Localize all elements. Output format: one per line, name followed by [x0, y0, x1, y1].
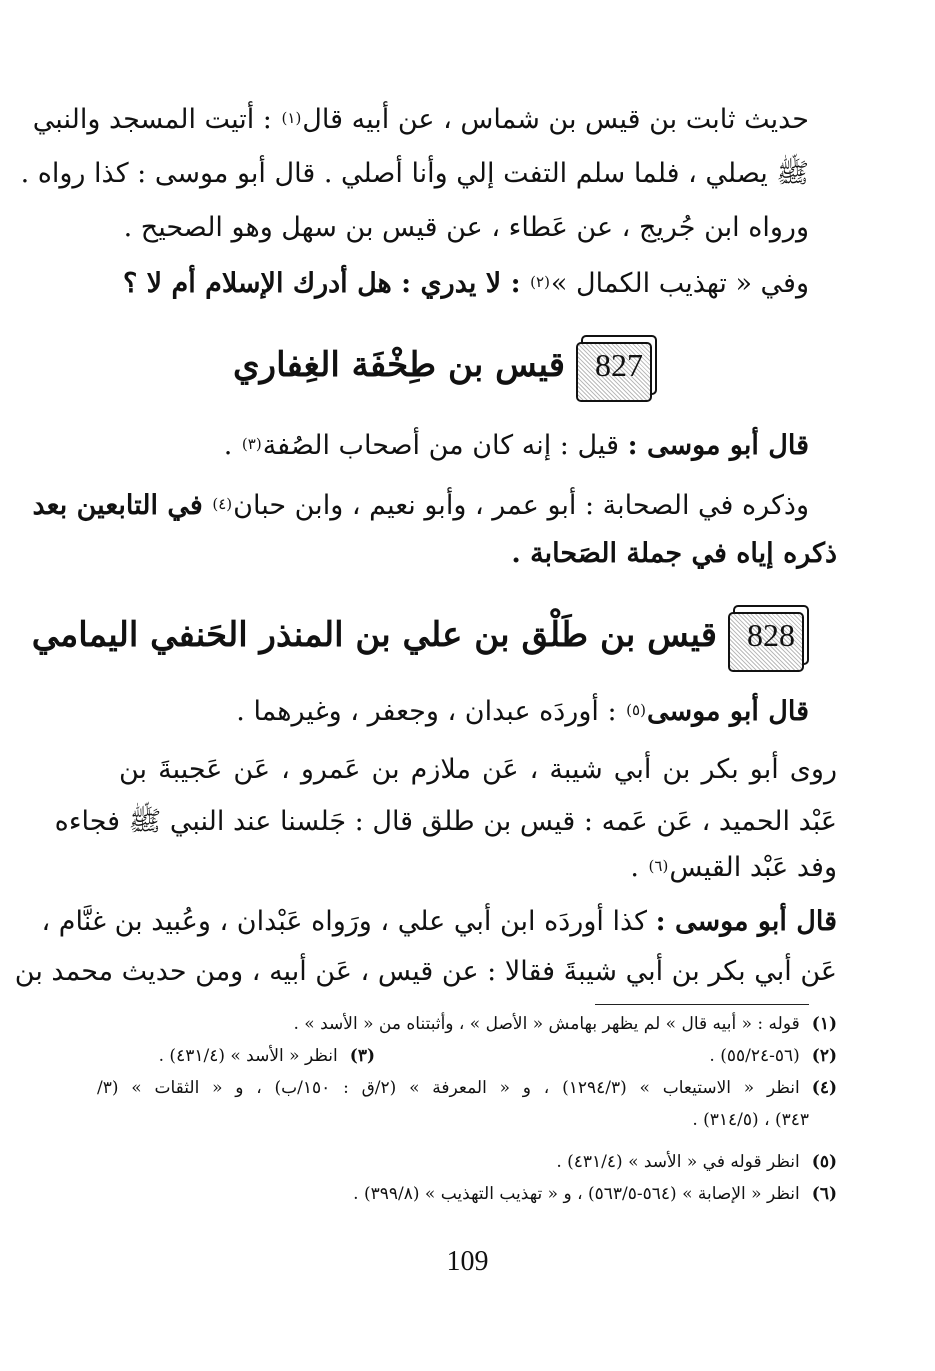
footnote — [159, 1044, 375, 1068]
text-line — [119, 424, 809, 468]
text-line — [147, 532, 837, 576]
footnote-text: انظر « الإصابة » (٥٦٤-٥٦٣/٥) ، و « تهذيب التهذيب » (٣٩٩/٨) . — [353, 1184, 800, 1204]
entry-heading — [32, 600, 809, 670]
footnote — [97, 1182, 837, 1206]
footnote-number: (٤) — [811, 1078, 837, 1098]
footnote — [97, 1150, 837, 1174]
footnote-text: قوله : « أبيه قال » لم يظهر بهامش « الأصل » ، وأثبتناه من « الأسد » . — [293, 1014, 800, 1034]
entry-number-box — [733, 605, 809, 665]
text-span: وفي « تهذيب الكمال » — [550, 268, 809, 299]
footnote — [97, 1012, 837, 1036]
footnote-ref: (٦) — [648, 857, 669, 875]
text-span: حديث ثابت بن قيس بن شماس ، عن أبيه قال — [302, 104, 809, 135]
entry-number: 828 — [747, 616, 795, 653]
page-number: 109 — [446, 1246, 489, 1277]
footnote-number: (١) — [811, 1014, 837, 1034]
footnote-separator — [595, 1004, 809, 1005]
text-line — [32, 98, 809, 142]
text-span: قيل : إنه كان من أصحاب الصُفة — [262, 430, 619, 461]
text-line: ﷺ يصلي ، فلما سلم التفت إلي وأنا أصلي . قال أبو موسى : كذا رواه . — [20, 158, 809, 189]
text-span: : أوردَه عبدان ، وجعفر ، وغيرهما . — [236, 696, 617, 727]
entry-title: قيس بن طَلْق بن علي بن المنذر الحَنفي اليمامي — [31, 615, 717, 655]
text-span: . — [630, 852, 639, 883]
bold-text: في التابعين بعد — [32, 490, 203, 521]
text-span: كذا أوردَه ابن أبي علي ، ورَواه عَبْدان ، وعُبيد بن غنَّام ، — [41, 906, 647, 937]
bold-text: ذكره إياه في جملة الصَحابة . — [511, 538, 837, 569]
bold-text: قال أبو موسى — [646, 696, 809, 727]
text-line — [119, 690, 809, 734]
text-span: . — [223, 430, 233, 461]
footnote-text: انظر قوله في « الأسد » (٤٣١/٤) . — [556, 1152, 800, 1172]
text-line: ورواه ابن جُريج ، عن عَطاء ، عن قيس بن سهل وهو الصحيح . — [123, 212, 809, 243]
text-line: عَن أبي بكر بن أبي شيبةَ فقالا : عن قيس ، عَن أبيه ، ومن حديث محمد بن — [14, 956, 837, 987]
footnote-number: (٥) — [811, 1152, 837, 1172]
bold-text: قال أبو موسى : — [655, 906, 837, 937]
text-line — [119, 262, 809, 306]
text-line — [32, 484, 809, 528]
footnote-ref: (١) — [281, 109, 302, 127]
text-span: وذكره في الصحابة : أبو عمر ، وأبو نعيم ، وابن حبان — [233, 490, 809, 521]
text-span: وفد عَبْد القيس — [669, 852, 837, 883]
entry-title: قيس بن طِخْفَة الغِفاري — [233, 345, 565, 385]
footnote-ref: (٢) — [530, 273, 550, 291]
footnote-text: (٥٦-٥٥/٢٤) . — [709, 1046, 800, 1066]
footnote — [97, 1076, 837, 1100]
footnote-text: انظر « الاستيعاب » (١٢٩٤/٣) ، و « المعرفة » (٢/ق : ١٥٠/ب) ، و « الثقات » (٣/ — [97, 1078, 800, 1098]
entry-number: 827 — [595, 346, 643, 383]
footnote-ref: (٥) — [626, 701, 646, 719]
text-line: عَبْد الحميد ، عَن عَمه : قيس بن طلق قال : جَلسنا عند النبي ﷺ فجاءه — [54, 806, 837, 837]
footnote-number: (٦) — [811, 1184, 837, 1204]
text-line — [147, 846, 837, 890]
entry-heading — [233, 330, 657, 400]
footnote-number: (٢) — [811, 1046, 837, 1066]
bold-text: : لا يدري : هل أدرك الإسلام أم لا ؟ — [122, 268, 521, 299]
text-line: روى أبو بكر بن أبي شيبة ، عَن ملازم بن عَمرو ، عَن عَجيبةَ بن — [119, 754, 837, 785]
footnote-number: (٣) — [349, 1046, 375, 1066]
footnote-text: انظر « الأسد » (٤٣١/٤) . — [158, 1046, 338, 1066]
text-line — [41, 900, 837, 944]
entry-number-box — [581, 335, 657, 395]
footnote-ref: (٤) — [212, 495, 233, 513]
bold-text: قال أبو موسى : — [627, 430, 809, 461]
footnote-continuation: ٣٤٣) ، (٣١٤/٥) . — [692, 1110, 809, 1130]
footnote-ref: (٣) — [241, 435, 262, 453]
text-span: : أتيت المسجد والنبي — [32, 104, 272, 135]
